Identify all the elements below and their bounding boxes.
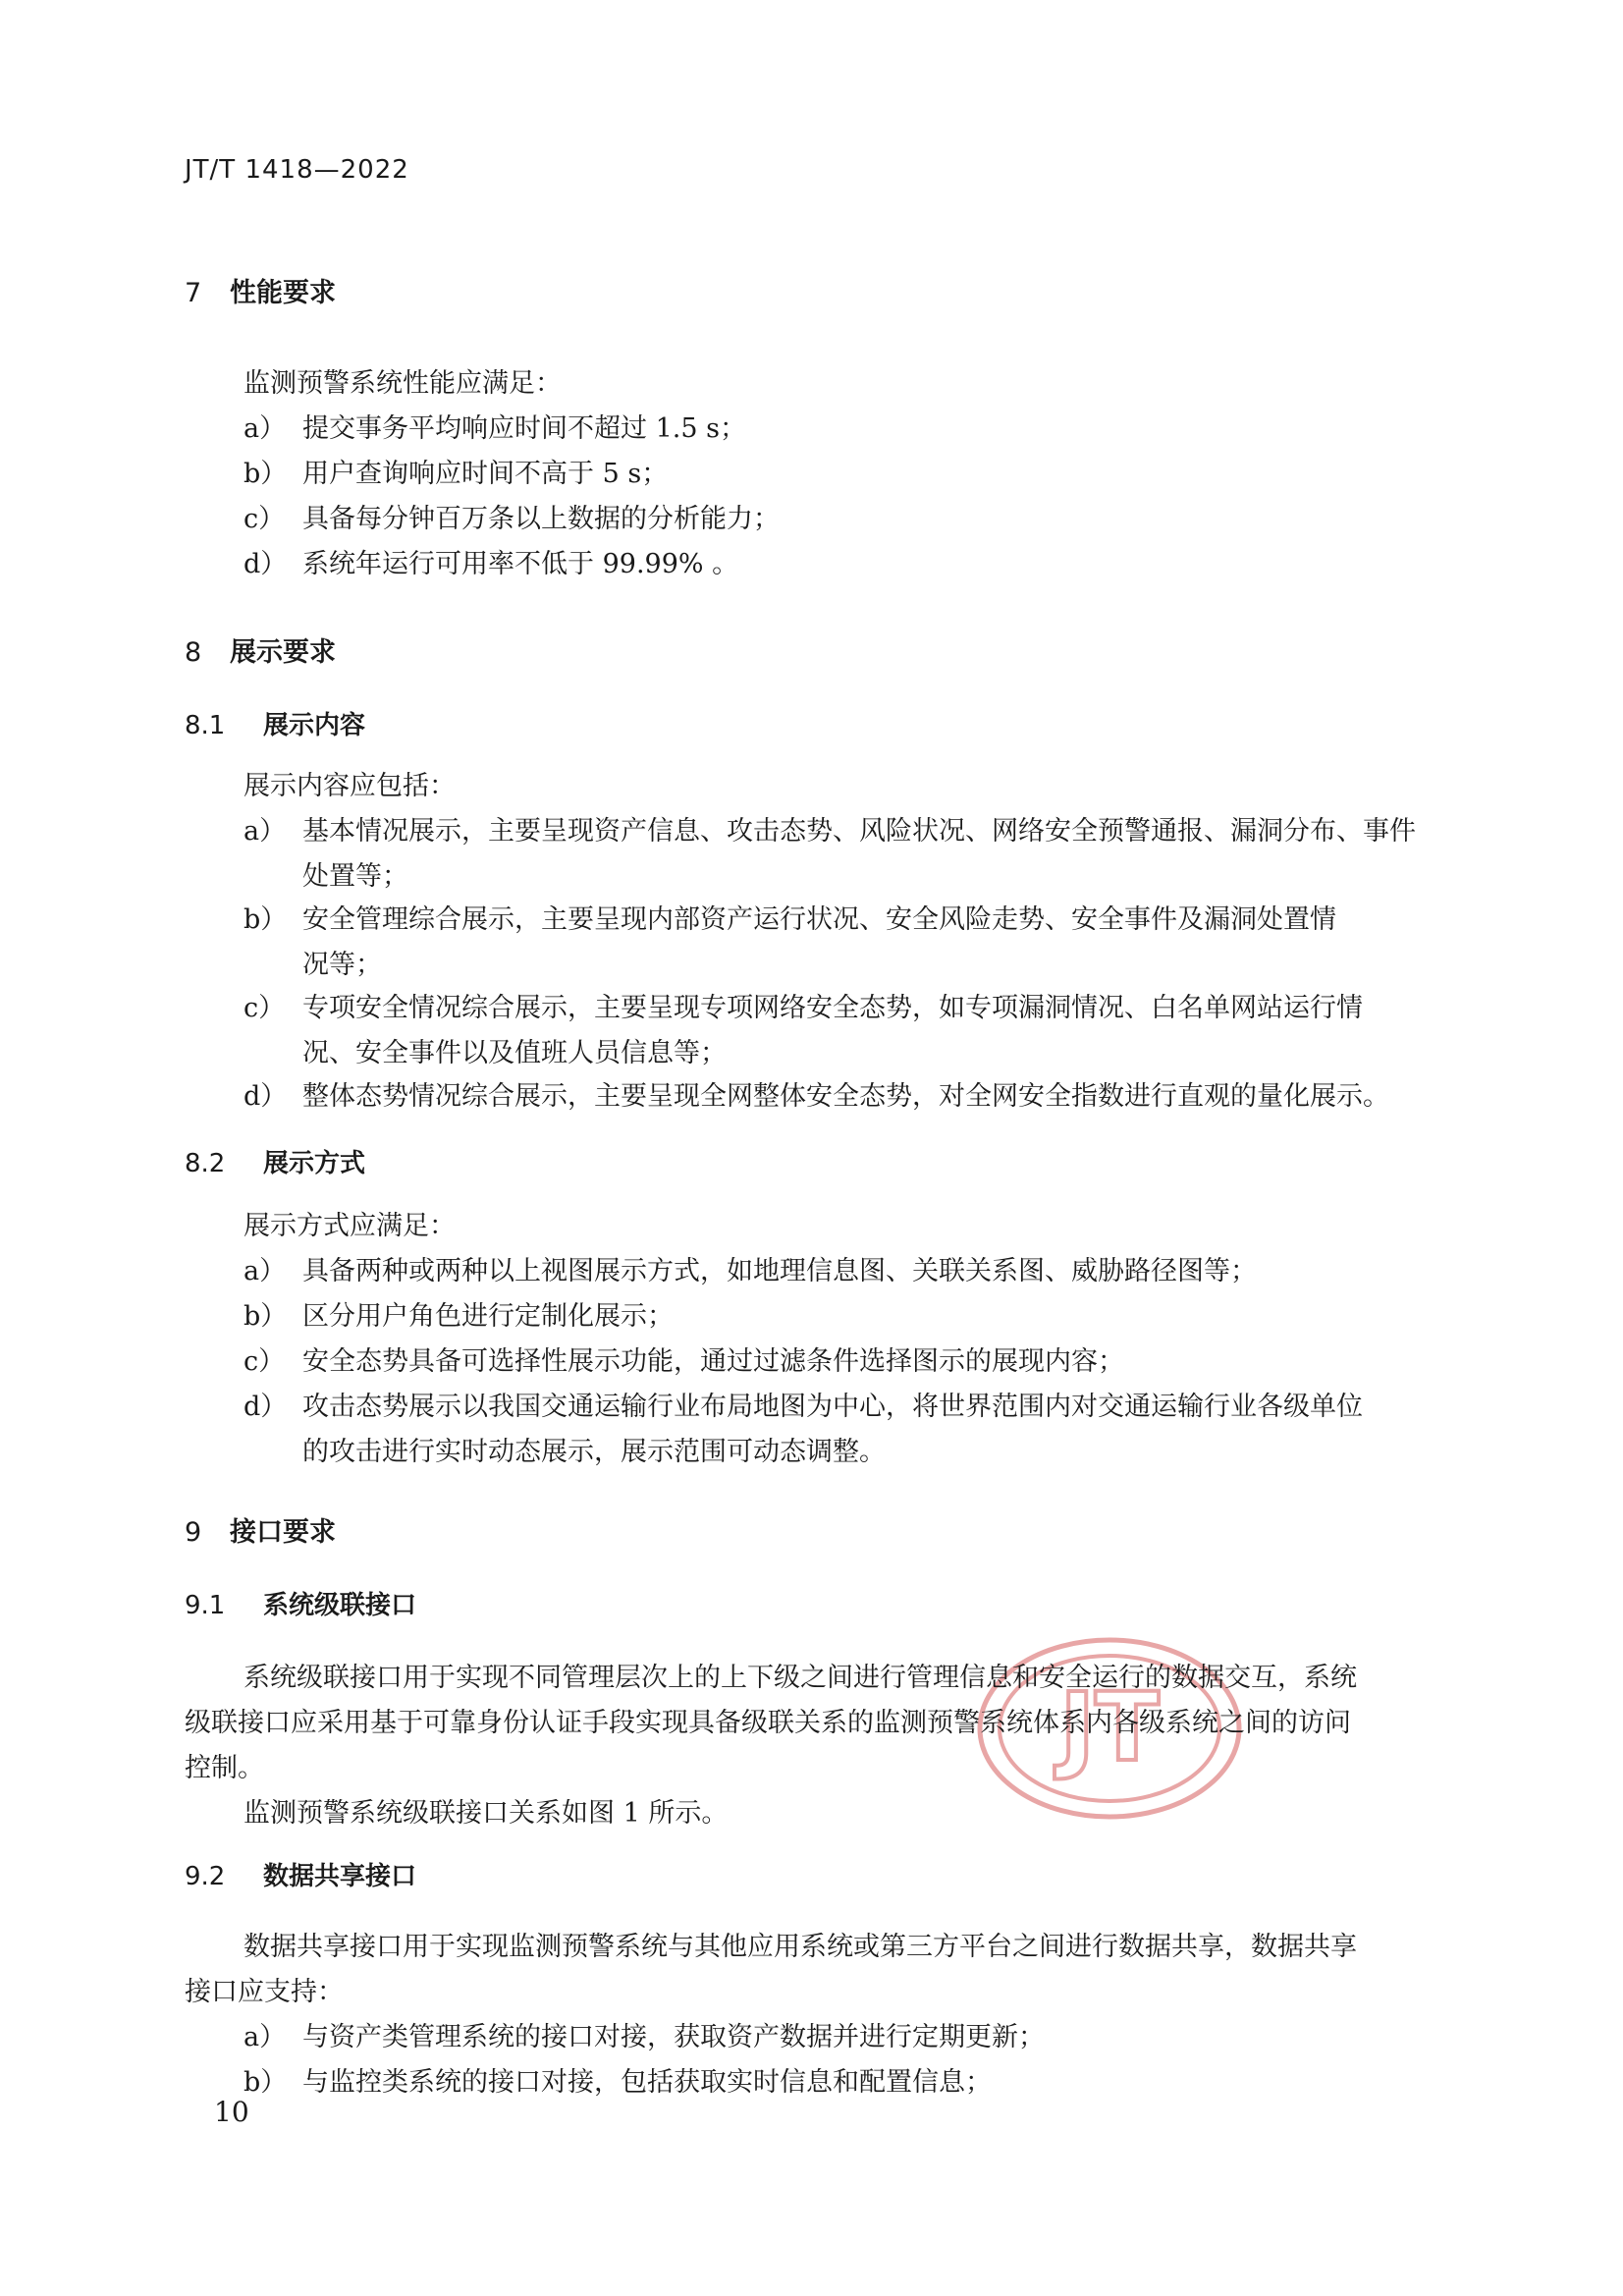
item-text: 安全态势具备可选择性展示功能，通过过滤条件选择图示的展现内容； [302,1346,1124,1377]
item-label: c） [243,993,286,1023]
section-title: 展示要求 [230,637,336,668]
subsection-intro: 展示内容应包括： [243,771,456,801]
subsection-number: 8.2 [185,1149,226,1178]
section-title: 接口要求 [230,1517,336,1548]
page-number: 10 [214,2096,249,2128]
item-text: 区分用户角色进行定制化展示； [302,1301,674,1332]
item-label: a） [243,413,287,444]
subsection-title: 展示方式 [263,1149,366,1178]
item-text: 安全管理综合展示，主要呈现内部资产运行状况、安全风险走势、安全事件及漏洞处置情 [302,904,1336,935]
item-label: b） [243,904,288,935]
item-label: a） [243,816,287,847]
subsection-9-1-heading [185,1585,416,1621]
item-text: 提交事务平均响应时间不超过 1.5 s； [302,413,746,444]
section-number: 7 [185,278,202,308]
list-item [243,986,1510,1076]
subsection-number: 9.1 [185,1591,226,1620]
item-text: 整体态势情况综合展示，主要呈现全网整体安全态势，对全网安全指数进行直观的量化展示。 [302,1081,1389,1112]
item-text-continued: 况、安全事件以及值班人员信息等； [302,1038,727,1068]
list-item [243,809,1510,900]
section-9-heading [185,1510,336,1549]
list-item [243,1385,1510,1475]
subsection-title: 展示内容 [263,711,366,740]
section-number: 8 [185,637,202,668]
item-text: 专项安全情况综合展示，主要呈现专项网络安全态势，如专项漏洞情况、白名单网站运行情 [302,993,1363,1023]
item-text: 攻击态势展示以我国交通运输行业布局地图为中心，将世界范围内对交通运输行业各级单位 [302,1392,1363,1422]
section-number: 9 [185,1517,202,1548]
subsection-8-2-heading [185,1143,365,1179]
item-text: 与资产类管理系统的接口对接，获取资产数据并进行定期更新； [302,2022,1045,2052]
paragraph-line: 数据共享接口用于实现监测预警系统与其他应用系统或第三方平台之间进行数据共享，数据共享 [243,1932,1357,1962]
subsection-number: 8.1 [185,711,226,740]
item-label: a） [243,1256,287,1286]
subsection-intro: 展示方式应满足： [243,1211,456,1241]
document-id: JT/T 1418—2022 [185,155,409,185]
subsection-9-2-heading [185,1856,416,1892]
item-label: b） [243,2067,288,2098]
item-text-continued: 处置等； [302,861,408,892]
paragraph-line: 系统级联接口用于实现不同管理层次上的上下级之间进行管理信息和安全运行的数据交互，系统 [243,1663,1357,1693]
subsection-number: 9.2 [185,1862,226,1891]
paragraph-line: 控制。 [185,1753,264,1783]
item-text: 具备每分钟百万条以上数据的分析能力； [302,504,780,534]
subsection-8-1-heading [185,705,365,741]
paragraph-line: 接口应支持： [185,1977,344,2007]
item-label: a） [243,2022,287,2052]
item-text-continued: 况等； [302,950,382,980]
section-8-heading [185,630,336,669]
section-title: 性能要求 [230,278,336,308]
item-label: c） [243,504,286,534]
item-text-continued: 的攻击进行实时动态展示，展示范围可动态调整。 [302,1437,886,1467]
list-item [243,898,1510,988]
paragraph-line: 级联接口应采用基于可靠身份认证手段实现具备级联关系的监测预警系统体系内各级系统之间的访问 [185,1708,1351,1738]
item-text: 与监控类系统的接口对接，包括获取实时信息和配置信息； [302,2067,992,2098]
item-label: b） [243,459,288,489]
item-label: d） [243,1392,288,1422]
item-label: c） [243,1346,286,1377]
item-text: 基本情况展示，主要呈现资产信息、攻击态势、风险状况、网络安全预警通报、漏洞分布、事件 [302,816,1416,847]
item-text: 系统年运行可用率不低于 99.99% 。 [302,549,739,579]
item-text: 用户查询响应时间不高于 5 s； [302,459,669,489]
subsection-title: 数据共享接口 [263,1862,417,1891]
svg-text:JT: JT [1059,1672,1160,1782]
section-7-heading [185,271,336,309]
item-label: d） [243,549,288,579]
item-label: b） [243,1301,288,1332]
paragraph: 监测预警系统级联接口关系如图 1 所示。 [243,1798,729,1829]
section-7-intro: 监测预警系统性能应满足： [243,368,562,399]
item-text: 具备两种或两种以上视图展示方式，如地理信息图、关联关系图、威胁路径图等； [302,1256,1257,1286]
item-label: d） [243,1081,288,1112]
subsection-title: 系统级联接口 [263,1591,417,1620]
